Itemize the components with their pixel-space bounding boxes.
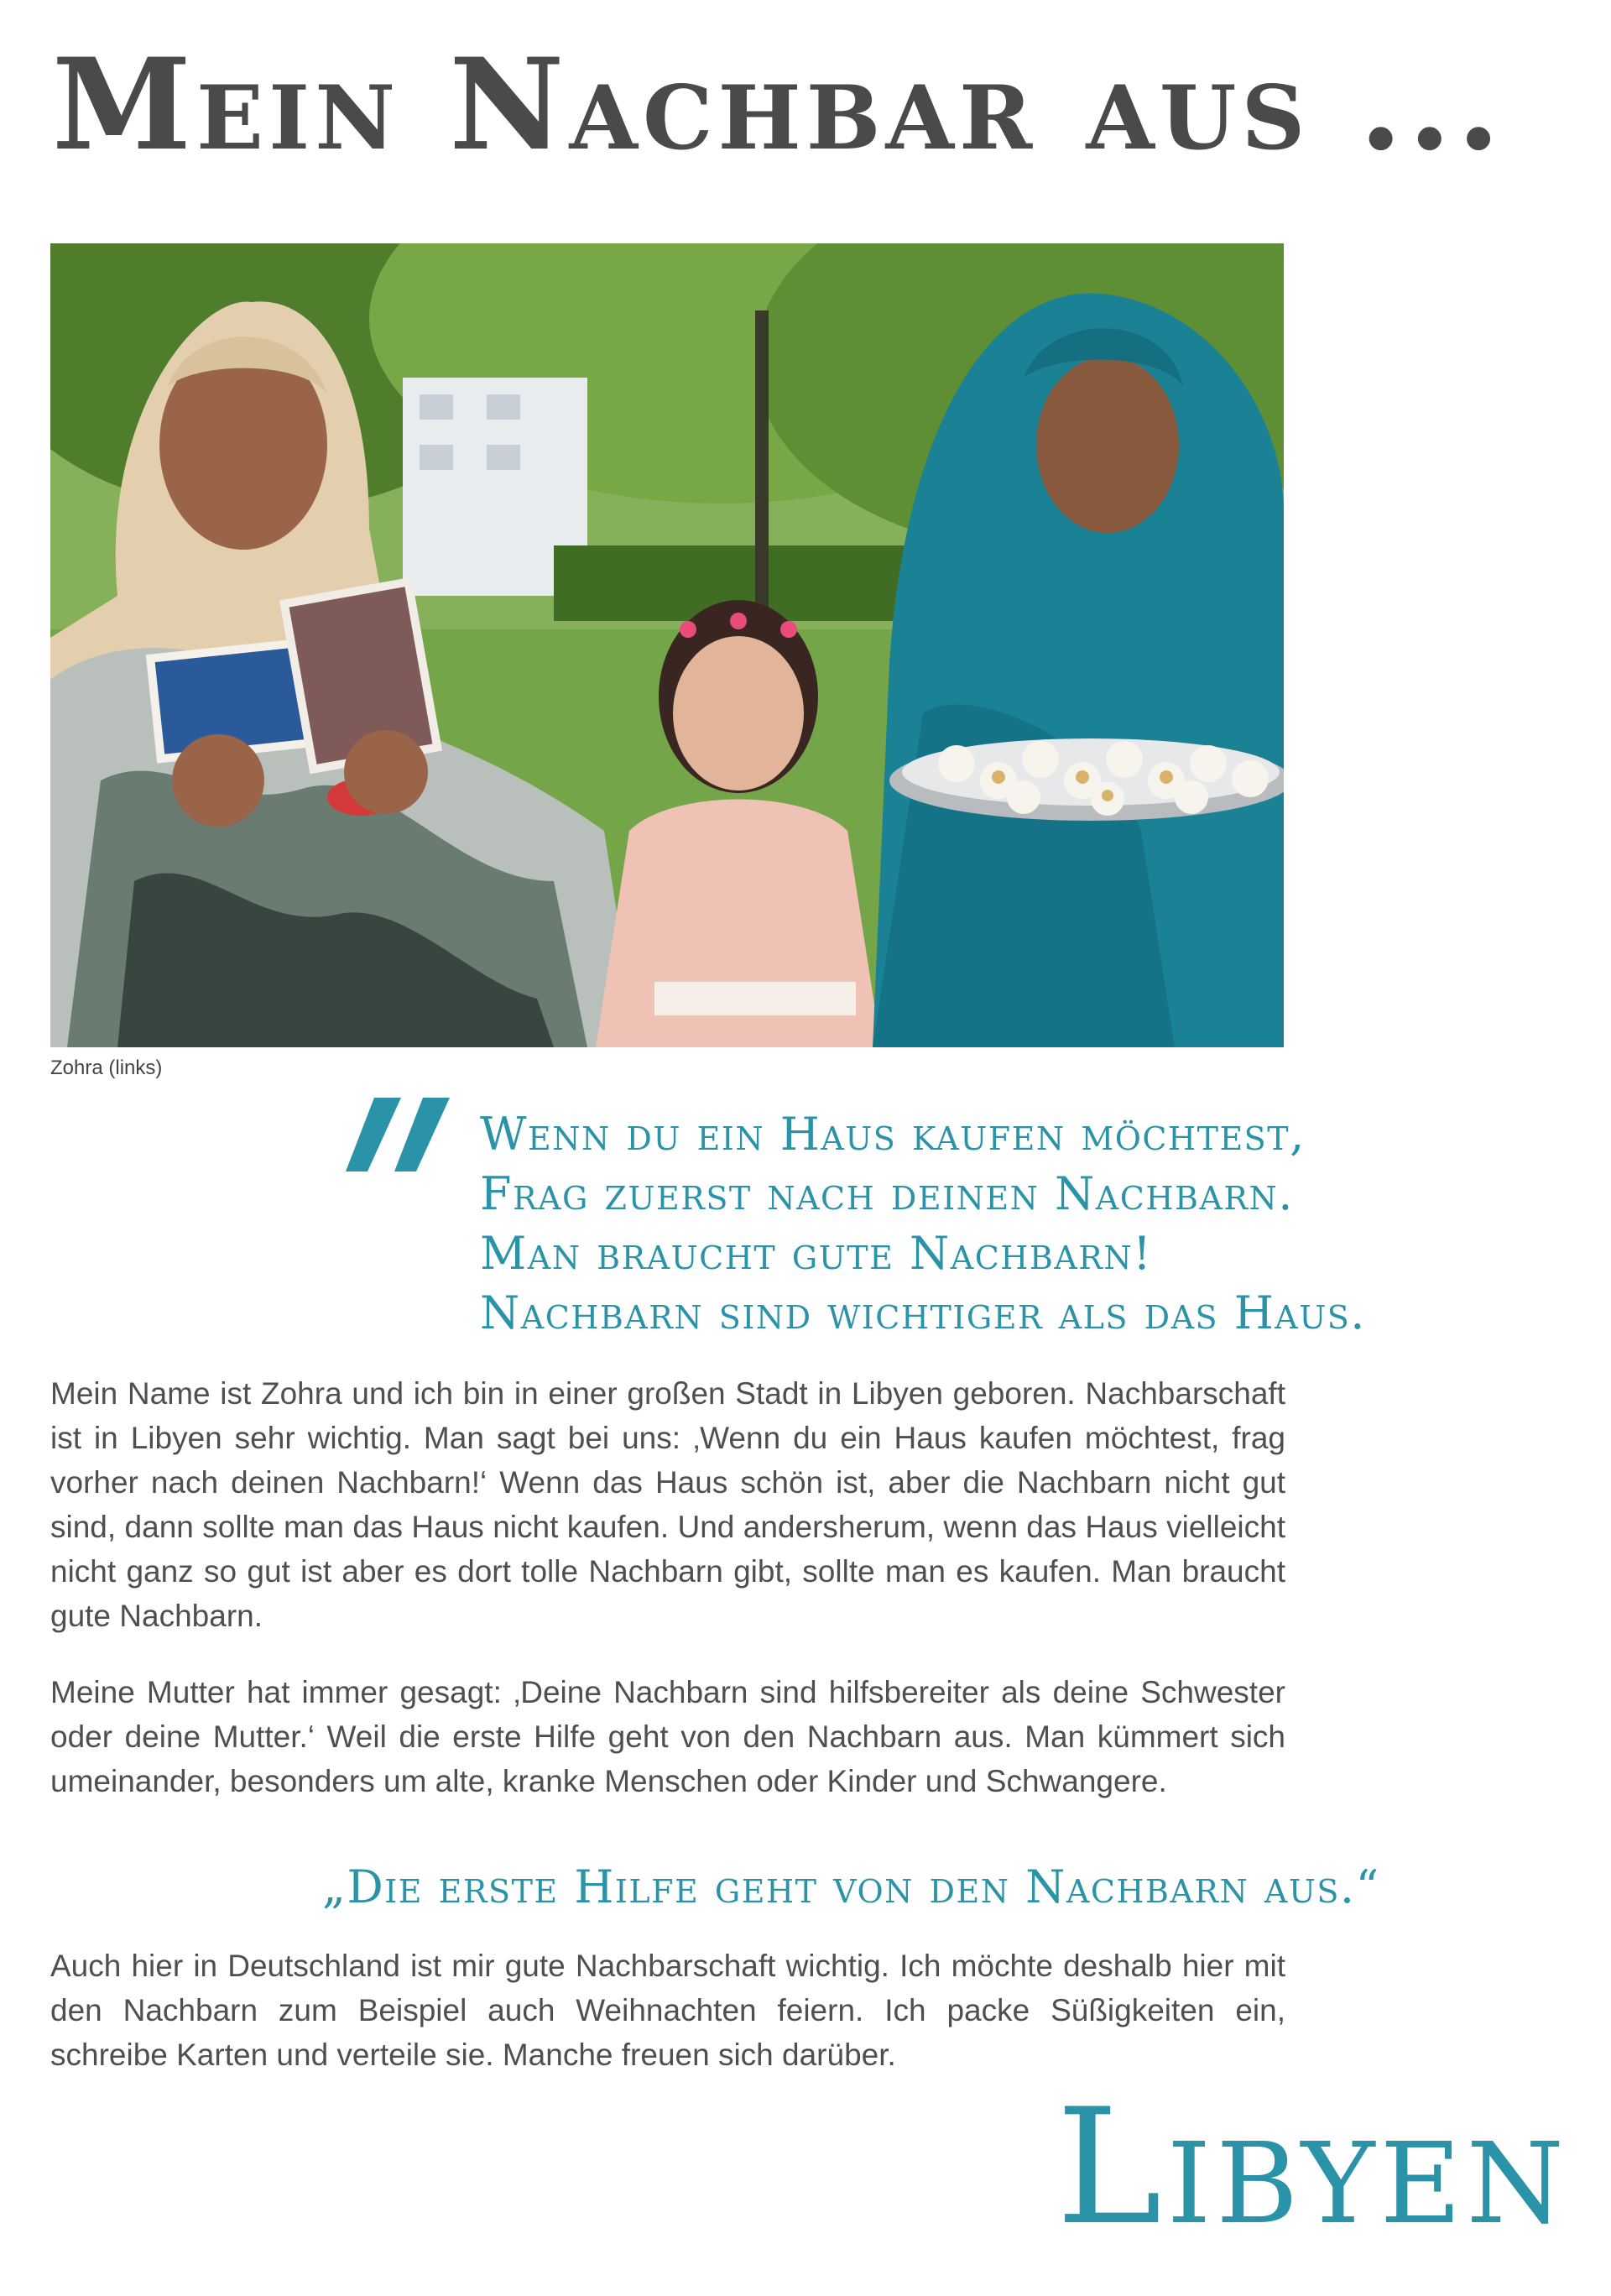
- pull-quote: „Die erste Hilfe geht von den Nachbarn aus.“: [322, 1860, 1380, 1913]
- quote-mark-icon: [336, 1083, 453, 1183]
- page-title: Mein Nachbar aus ...: [52, 31, 1506, 179]
- body-paragraph-2: Meine Mutter hat immer gesagt: ‚Deine Nachbarn sind hilfsbereiter als deine Schwester oder deine Mutter.‘ Weil die erste Hilfe geht von den Nachbarn aus. Man kümmert sich umeinander, besonders um alte, kranke Menschen oder Kinder und Schwangere.: [50, 1675, 1285, 1798]
- quote-line: Frag zuerst nach deinen Nachbarn.: [480, 1167, 1294, 1220]
- body-paragraph-3: Auch hier in Deutschland ist mir gute Nachbarschaft wichtig. Ich möchte deshalb hier mit den Nachbarn zum Beispiel auch Weihnachten feiern. Ich packe Süßigkeiten ein, schreibe Karten und verteile sie. Manche freuen sich darüber.: [50, 1949, 1285, 2072]
- quote-line: Man braucht gute Nachbarn!: [480, 1227, 1153, 1280]
- quote-line: Wenn du ein Haus kaufen möchtest,: [480, 1108, 1306, 1161]
- country-name: Libyen: [1056, 2074, 1569, 2260]
- photo-illustration: [50, 243, 1284, 1047]
- quote-line: Nachbarn sind wichtiger als das Haus.: [480, 1286, 1366, 1339]
- intro-quote: [480, 1104, 1571, 1343]
- body-paragraph-1: Mein Name ist Zohra und ich bin in einer großen Stadt in Libyen geboren. Nachbarschaft ist in Libyen sehr wichtig. Man sagt bei uns: ‚Wenn du ein Haus kaufen möchtest, frag vorher nach deinen Nachbarn!‘ Wenn das Haus schön ist, aber die Nachbarn nicht gut sind, dann sollte man das Haus nicht kaufen. Und andersherum, wenn das Haus vielleicht nicht ganz so gut ist aber es dort tolle Nachbarn gibt, sollte man es kaufen. Man braucht gute Nachbarn.: [50, 1376, 1285, 1633]
- photo-caption: Zohra (links): [50, 1057, 163, 1079]
- portrait-photo: [50, 243, 1284, 1047]
